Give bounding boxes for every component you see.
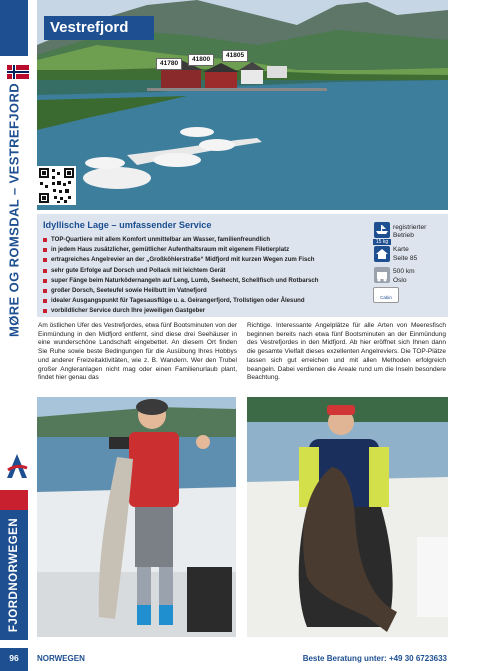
page-title: Vestrefjord <box>44 16 154 40</box>
feature-item: vorbildlicher Service durch Ihre jeweiligen Gastgeber <box>43 306 363 316</box>
boat-icon <box>374 222 390 238</box>
brand-label: FJORDNORWEGEN <box>0 510 28 640</box>
distance-city: Oslo <box>393 277 407 284</box>
body-column-1: Am östlichen Ufer des Vestrefjordes, etwa fünf Bootsminuten von der Einmündung in den Midfjord entfernt, sind diese drei Seehäuser in eine wunderschöne Landschaft eingebettet. An diesem Ort finden Sie Ruhe sowie beste Bedingungen für die Ausübung Ihres Hobbys und anderer Freizeitaktivitäten, wie z. B. Wandern. Wer den Trubel großer Angleranlagen nicht mag oder einen Familienurlaub plant, findet hier genau das <box>38 322 237 382</box>
feature-item: großer Dorsch, Seeteufel sowie Heilbutt im Vatnefjord <box>43 286 363 296</box>
brand-logo-icon <box>5 452 29 482</box>
feature-item: idealer Ausgangspunkt für Tagesausflüge u. a. Geirangerfjord, Trollstigen oder Ålesund <box>43 296 363 306</box>
footer-contact: Beste Beratung unter: +49 30 6723633 <box>302 654 447 663</box>
map-page: Seite 85 <box>393 255 418 262</box>
map-label: Karte <box>393 246 409 253</box>
page-number: 96 <box>0 648 28 671</box>
photo-halibut-angler <box>247 397 448 637</box>
region-label: MØRE OG ROMSDAL – VESTREFJORD <box>6 82 22 338</box>
cabin-badge-icon <box>373 287 399 303</box>
feature-item: ertragreiches Angelrevier an der „Großköhlerstraße“ Midfjord mit kurzen Wegen zum Fisch <box>43 255 363 265</box>
distance-icon <box>374 267 390 283</box>
qr-code-icon <box>37 166 76 205</box>
footer-country: NORWEGEN <box>37 654 85 663</box>
cabin-badge-label: Cabin <box>380 295 392 300</box>
accommodation-tag: 41800 <box>188 54 214 66</box>
feature-item: super Fänge beim Naturködernangeln auf Leng, Lumb, Seehecht, Schellfisch und Rotbarsch <box>43 276 363 286</box>
rail-red-bar <box>0 490 28 510</box>
accommodation-tag: 41805 <box>222 50 248 62</box>
distance-value: 500 km <box>393 268 415 275</box>
body-column-2: Richtige. Interessante Angelplätze für alle Arten von Meeresfisch beginnen bereits nach etwa fünf Bootsminuten an der Einmündung des Vestrefjordes in den Midfjord. Ab hier eröffnet sich Ihnen dann die gesamte Vielfalt dieses exzellenten Angelreviers. Die TOP-Plätze lassen sich gut erreichen und mit allen Methoden erfolgreich beangeln. Dabei verdienen die Areale rund um die Inseln besondere Beachtung. <box>247 322 446 382</box>
photo-child-angler <box>37 397 236 637</box>
feature-item: sehr gute Erfolge auf Dorsch und Pollack mit leichtem Gerät <box>43 266 363 276</box>
rail-top-bar <box>0 0 28 56</box>
feature-list <box>43 235 363 317</box>
boat-badge: 15 kg <box>373 239 391 245</box>
feature-item: TOP-Quartiere mit allem Komfort unmittelbar am Wasser, familienfreundlich <box>43 235 363 245</box>
norway-flag-icon <box>7 65 29 79</box>
info-heading: Idyllische Lage – umfassender Service <box>43 220 212 230</box>
registered-label: registrierter Betrieb <box>393 224 427 239</box>
feature-item: in jedem Haus zusätzlicher, gemütlicher Aufenthaltsraum mit eigenem Filetierplatz <box>43 245 363 255</box>
house-icon <box>374 246 390 262</box>
accommodation-tag: 41780 <box>156 58 182 70</box>
